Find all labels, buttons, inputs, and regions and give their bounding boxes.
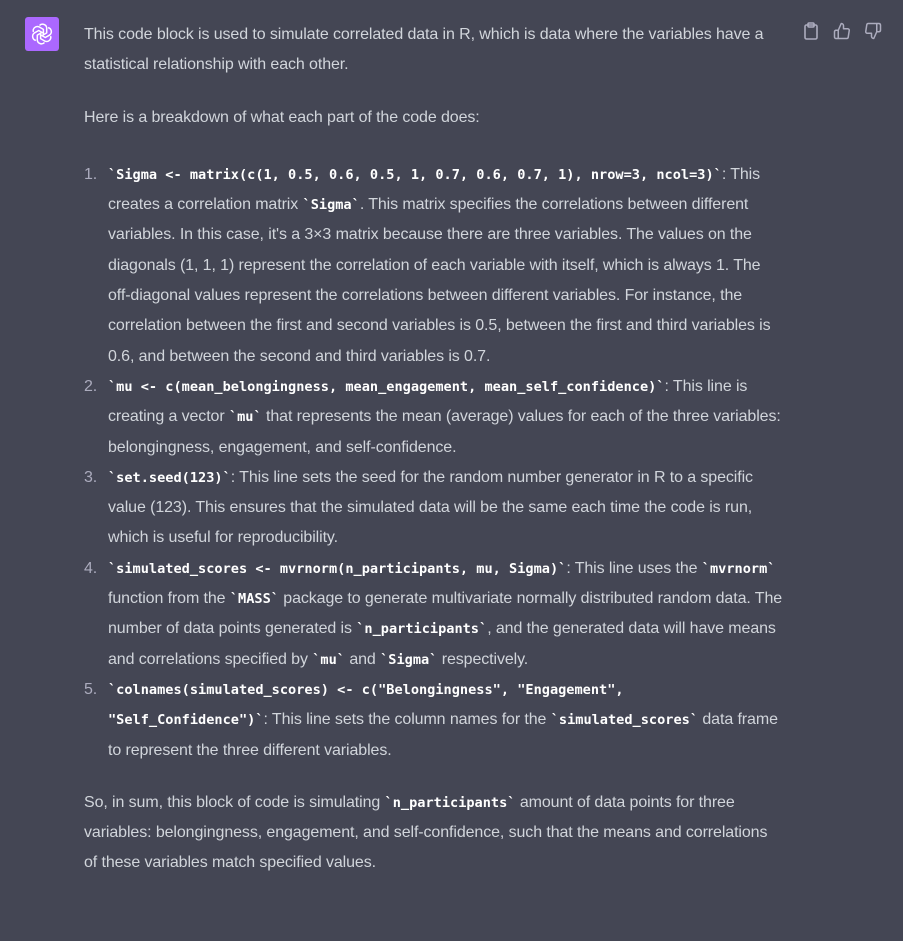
list-number: 4.: [84, 559, 98, 577]
list-item: [84, 554, 784, 675]
item-text: : This line sets the seed for the random number generator in R to a specific value (123). This ensures that the simulated data will be the same each time the code is run, which is useful for reproducibility.: [108, 468, 753, 547]
list-number: 1.: [84, 165, 98, 183]
item-text: function from the: [108, 590, 230, 608]
assistant-avatar: [25, 17, 59, 51]
item-text: . This matrix specifies the correlations between different variables. In this case, it's a 3×3 matrix because there are three variables. The values on the diagonals (1, 1, 1) represent the correlation of each variable with itself, which is always 1. The off-diagonal values represent the correlations between different variables. For instance, the correlation between the first and second variables is 0.5, between the first and third variables is 0.6, and between the second and third variables is 0.7.: [108, 196, 771, 365]
thumbs-up-button[interactable]: [832, 21, 852, 41]
item-text: , and the generated data will have means and correlations specified by: [108, 620, 776, 668]
explanation-list: [84, 160, 784, 766]
message-content: [84, 20, 784, 879]
inline-code: `colnames(simulated_scores) <- c("Belongingness", "Engagement", "Self_Confidence")`: [108, 681, 624, 729]
summary-text: So, in sum, this block of code is simulating: [84, 793, 385, 811]
list-number: 3.: [84, 468, 98, 486]
inline-code: `mu <- c(mean_belongingness, mean_engagement, mean_self_confidence)`: [108, 378, 665, 395]
list-item: [84, 372, 784, 463]
list-number: 2.: [84, 377, 98, 395]
openai-logo-icon: [30, 22, 54, 46]
list-item: [84, 463, 784, 554]
inline-code: `simulated_scores`: [550, 712, 699, 729]
item-text: that represents the mean (average) values for each of the three variables: belongingness, engagement, and self-confidence.: [108, 408, 781, 456]
item-text: data frame to represent the three different variables.: [108, 711, 778, 759]
item-text: respectively.: [437, 650, 529, 668]
inline-code: `Sigma <- matrix(c(1, 0.5, 0.6, 0.5, 1, 0.7, 0.6, 0.7, 1), nrow=3, ncol=3)`: [108, 166, 722, 183]
inline-code: `n_participants`: [356, 621, 488, 638]
item-text: : This creates a correlation matrix: [108, 165, 761, 214]
summary-text: amount of data points for three variables: belongingness, engagement, and self-confidence, such that the means and correlations of these variables match specified values.: [84, 793, 768, 872]
list-item: [84, 160, 784, 372]
copy-button[interactable]: [801, 21, 821, 41]
thumbs-up-icon: [833, 22, 851, 40]
thumbs-down-button[interactable]: [863, 21, 883, 41]
thumbs-down-icon: [864, 22, 882, 40]
inline-code: `mvrnorm`: [701, 560, 776, 577]
summary-paragraph: [84, 788, 784, 879]
inline-code: `set.seed(123)`: [108, 469, 231, 486]
item-text: : This line uses the: [566, 559, 702, 577]
item-text: and: [344, 650, 381, 668]
inline-code: `MASS`: [229, 591, 279, 608]
item-text: : This line is creating a vector: [108, 377, 748, 426]
message-actions: [801, 21, 883, 41]
list-item: [84, 675, 784, 766]
clipboard-icon: [803, 22, 819, 40]
intro-paragraph: This code block is used to simulate correlated data in R, which is data where the variables have a statistical relationship with each other.: [84, 26, 764, 74]
inline-code: `simulated_scores <- mvrnorm(n_participants, mu, Sigma)`: [108, 560, 567, 577]
inline-code: `mu`: [312, 651, 345, 668]
inline-code: `mu`: [228, 409, 262, 426]
item-text: : This line sets the column names for the: [263, 711, 551, 729]
list-number: 5.: [84, 680, 98, 698]
inline-code: `Sigma`: [302, 197, 360, 214]
item-text: package to generate multivariate normally distributed random data. The number of data points generated is: [108, 590, 783, 638]
inline-code: `n_participants`: [384, 794, 516, 811]
inline-code: `Sigma`: [380, 651, 438, 668]
breakdown-paragraph: Here is a breakdown of what each part of the code does:: [84, 108, 480, 126]
